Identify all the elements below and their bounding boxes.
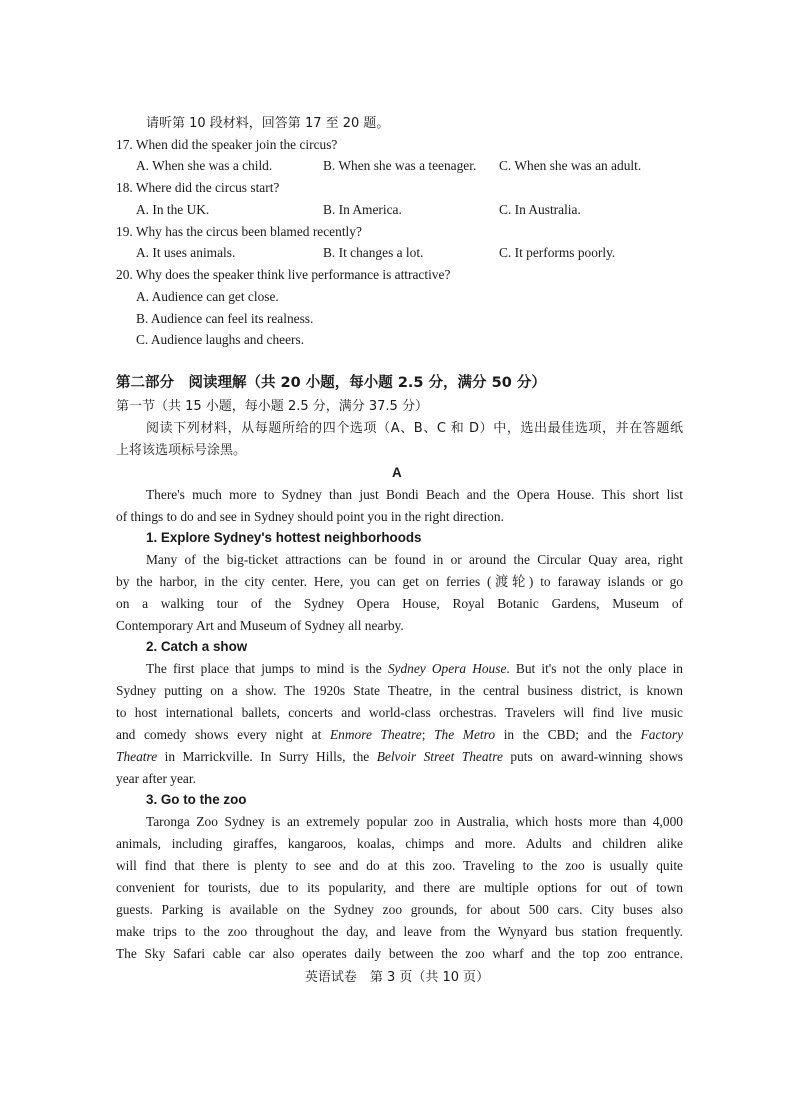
option-b: B. It changes a lot. [323,245,424,260]
question-18-stem: 18. Where did the circus start? [116,180,280,195]
directions-line-2: 上将该选项标号涂黑。 [116,443,247,458]
listening-instruction: 请听第 10 段材料，回答第 17 至 20 题。 [146,116,390,131]
intro-line-2: of things to do and see in Sydney should point you in the right direction. [116,509,504,524]
heading-2: 2. Catch a show [146,639,248,654]
option-a: A. It uses animals. [136,245,236,260]
p3-line-4: convenient for tourists, due to its popularity, and there are multiple options for out of town [116,880,683,895]
p2-line-6: year after year. [116,771,196,786]
p1-line-1: Many of the big-ticket attractions can be found in or around the Circular Quay area, right [146,552,683,567]
passage-letter: A [392,465,402,480]
p2-line-2: Sydney putting on a show. The 1920s State Theatre, in the central business district, is known [116,683,683,698]
question-20-stem: 20. Why does the speaker think live performance is attractive? [116,267,451,282]
intro-line-1: There's much more to Sydney than just Bondi Beach and the Opera House. This short list [146,487,683,502]
question-20-option-a: A. Audience can get close. [136,289,279,304]
option-c: C. It performs poorly. [499,245,616,260]
option-a: A. When she was a child. [136,158,273,173]
heading-3: 3. Go to the zoo [146,792,247,807]
question-17-stem: 17. When did the speaker join the circus? [116,137,338,152]
p3-line-6: make trips to the zoo throughout the day, and leave from the Wynyard bus station frequently. [116,924,683,939]
p3-line-2: animals, including giraffes, kangaroos, koalas, chimps and more. Adults and children alike [116,836,683,851]
p3-line-7: The Sky Safari cable car also operates daily between the zoo wharf and the top zoo entrance. [116,946,683,961]
heading-1: 1. Explore Sydney's hottest neighborhoods [146,530,422,545]
p2-line-1: The first place that jumps to mind is the Sydney Opera House. But it's not the only place in [146,661,683,676]
option-c: C. In Australia. [499,202,581,217]
option-c: C. When she was an adult. [499,158,642,173]
p3-line-3: will find that there is plenty to see and do at this zoo. Traveling to the zoo is usually quite [116,858,683,873]
section1-title: 第一节（共 15 小题，每小题 2.5 分，满分 37.5 分） [116,399,428,414]
option-b: B. When she was a teenager. [323,158,477,173]
p2-line-3: to host international ballets, concerts and world-class orchestras. Travelers will find live music [116,705,683,720]
directions-line-1: 阅读下列材料，从每题所给的四个选项（A、B、C 和 D）中，选出最佳选项，并在答题纸 [146,421,683,436]
question-19-stem: 19. Why has the circus been blamed recently? [116,224,362,239]
question-20-option-b: B. Audience can feel its realness. [136,311,314,326]
p2-line-5: Theatre in Marrickville. In Surry Hills, the Belvoir Street Theatre puts on award-winning shows [116,749,683,764]
p3-line-1: Taronga Zoo Sydney is an extremely popular zoo in Australia, which hosts more than 4,000 [146,814,683,829]
p1-line-4: Contemporary Art and Museum of Sydney all nearby. [116,618,404,633]
p2-line-4: and comedy shows every night at Enmore Theatre; The Metro in the CBD; and the Factory [116,727,684,742]
option-b: B. In America. [323,202,402,217]
question-20-option-c: C. Audience laughs and cheers. [136,332,305,347]
p3-line-5: guests. Parking is available on the Sydney zoo grounds, for about 500 cars. City buses also [116,902,683,917]
option-a: A. In the UK. [136,202,210,217]
p1-line-3: on a walking tour of the Sydney Opera House, Royal Botanic Gardens, Museum of [116,596,683,611]
p1-line-2: by the harbor, in the city center. Here, you can get on ferries (渡轮) to faraway islands or go [116,574,683,589]
part2-title: 第二部分 阅读理解（共 20 小题，每小题 2.5 分，满分 50 分） [116,375,546,391]
page-footer: 英语试卷 第 3 页（共 10 页） [304,970,490,985]
